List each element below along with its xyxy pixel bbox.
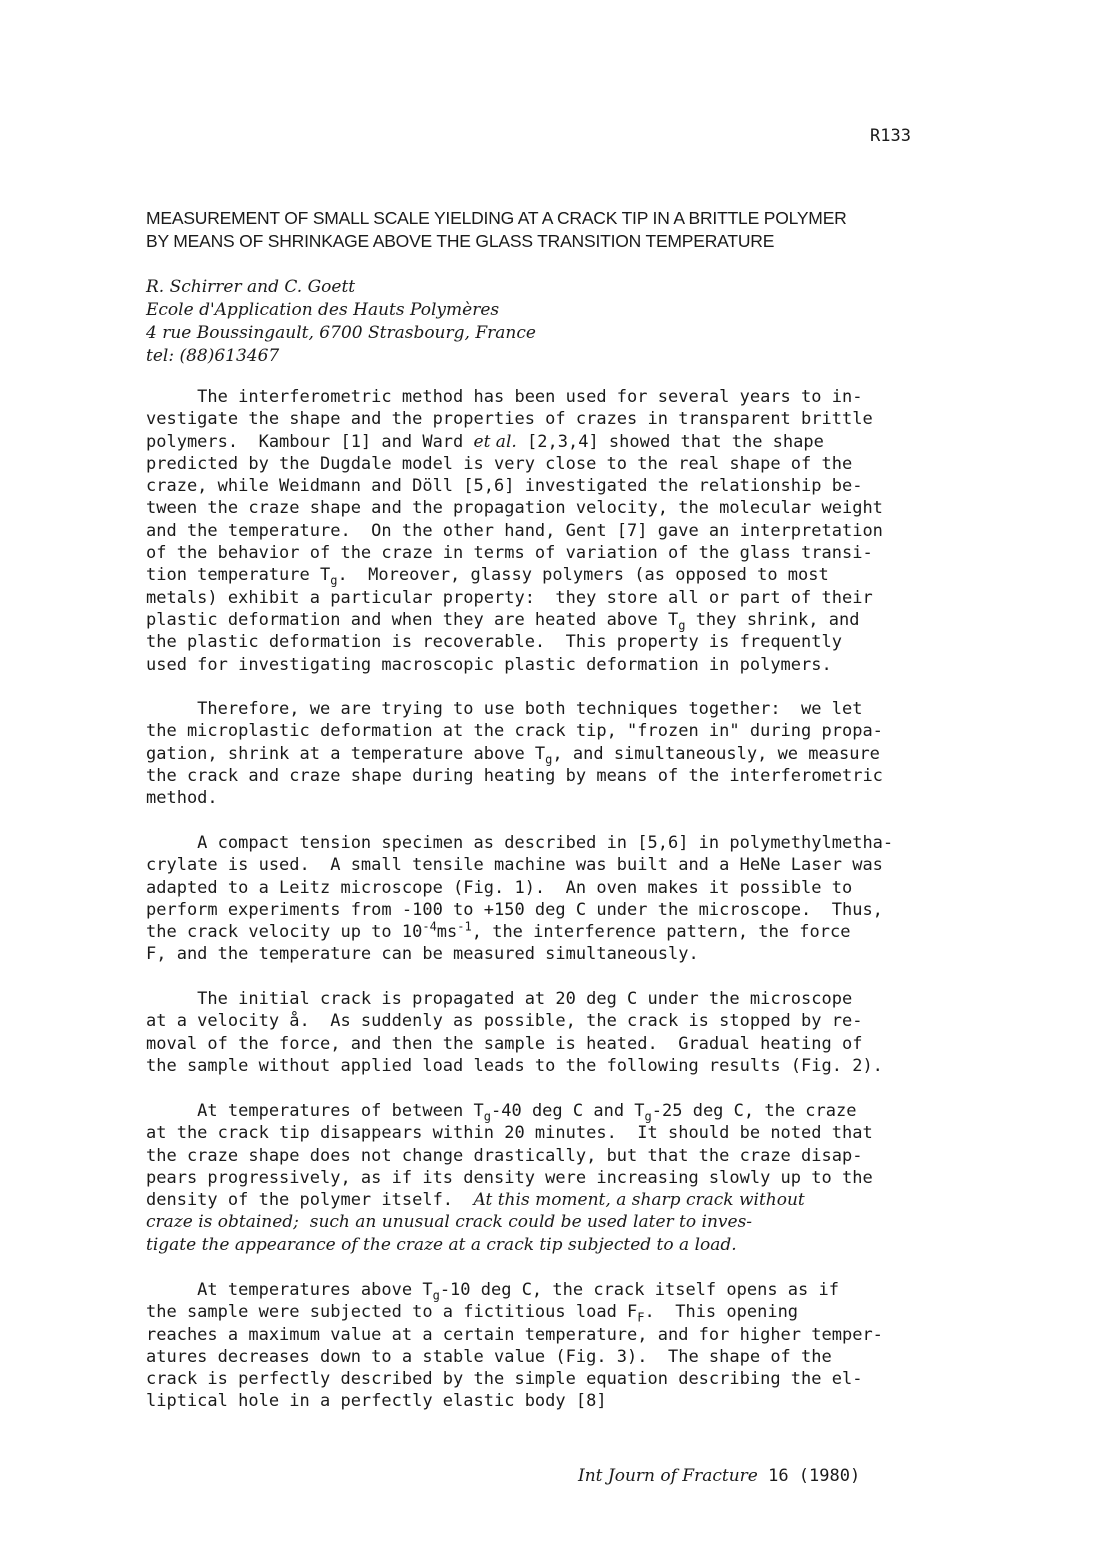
text-span: -40 deg C and T (491, 1101, 645, 1121)
text-line: the plastic deformation is recoverable. This property is frequently (146, 632, 842, 653)
text-line (146, 564, 956, 586)
text-line: crack is perfectly described by the simple equation describing the el- (146, 1369, 863, 1390)
text-line: the microplastic deformation at the crack tip, "frozen in" during propa- (146, 721, 883, 742)
text-line: used for investigating macroscopic plastic deformation in polymers. (146, 654, 832, 675)
text-span: -25 deg C, the craze (651, 1101, 857, 1121)
text-span: -10 deg C, the crack itself opens as if (439, 1280, 839, 1300)
paragraph-4 (146, 988, 956, 1077)
journal-footer (578, 1466, 860, 1486)
author-names: R. Schirrer and C. Goett (146, 277, 356, 297)
text-line (146, 1279, 956, 1301)
author-block (146, 276, 536, 368)
text-span: At temperatures of between T (146, 1101, 484, 1121)
text-line: at a velocity å. As suddenly as possible, the crack is stopped by re- (146, 1011, 863, 1032)
superscript: -1 (457, 919, 472, 934)
subscript: g (678, 618, 686, 633)
journal-name: Int Journ of Fracture (578, 1466, 758, 1486)
author-address: 4 rue Boussingault, 6700 Strasbourg, France (146, 323, 536, 343)
text-span: ms (436, 922, 458, 943)
subscript: F (637, 1310, 645, 1325)
subscript: g (483, 1109, 491, 1124)
text-line: the craze shape does not change drastically, but that the craze disap- (146, 1145, 863, 1166)
paragraph-3 (146, 832, 956, 966)
text-span: At temperatures above T (146, 1280, 433, 1300)
italic-span: et al. (473, 431, 517, 452)
text-line: pears progressively, as if its density were increasing slowly up to the (146, 1167, 873, 1188)
text-line (146, 743, 956, 765)
text-line: at the crack tip disappears within 20 minutes. It should be noted that (146, 1123, 873, 1144)
text-line: tween the craze shape and the propagation velocity, the molecular weight (146, 498, 883, 519)
text-span: the crack velocity up to 10 (146, 922, 423, 943)
paragraph-1 (146, 386, 956, 676)
paper-title (146, 207, 966, 253)
text-span: polymers. Kambour [1] and Ward (146, 431, 474, 452)
text-line: The initial crack is propagated at 20 deg C under the microscope (146, 989, 853, 1009)
text-line (146, 1301, 956, 1323)
italic-line: tigate the appearance of the craze at a crack tip subjected to a load. (146, 1234, 737, 1255)
subscript: g (432, 1288, 440, 1303)
text-line (146, 1100, 956, 1122)
text-span: tion temperature T (146, 565, 331, 586)
text-line: crylate is used. A small tensile machine was built and a HeNe Laser was (146, 855, 883, 876)
subscript: g (330, 573, 338, 588)
text-span: density of the polymer itself. (146, 1190, 474, 1211)
subscript: g (545, 751, 553, 766)
text-line: vestigate the shape and the properties of crazes in transparent brittle (146, 409, 873, 430)
text-line (146, 1189, 956, 1211)
text-span: , and simultaneously, we measure (552, 743, 880, 764)
text-span: gation, shrink at a temperature above T (146, 743, 546, 764)
author-affiliation: Ecole d'Application des Hauts Polymères (146, 300, 500, 320)
text-span: . This opening (644, 1302, 799, 1323)
text-line: A compact tension specimen as described in [5,6] in polymethylmetha- (146, 833, 894, 853)
text-line: predicted by the Dugdale model is very close to the real shape of the (146, 453, 853, 474)
text-line: moval of the force, and then the sample is heated. Gradual heating of (146, 1033, 863, 1054)
paragraph-5 (146, 1100, 956, 1256)
text-line: and the temperature. On the other hand, Gent [7] gave an interpretation (146, 520, 883, 541)
title-line-2: BY MEANS OF SHRINKAGE ABOVE THE GLASS TRANSITION TEMPERATURE (146, 231, 775, 251)
text-line (146, 921, 956, 943)
journal-volume: 16 (1980) (757, 1466, 861, 1486)
title-line-1: MEASUREMENT OF SMALL SCALE YIELDING AT A CRACK TIP IN A BRITTLE POLYMER (146, 208, 847, 228)
text-span: the sample were subjected to a fictitious load F (146, 1302, 638, 1323)
text-line: reaches a maximum value at a certain temperature, and for higher temper- (146, 1324, 883, 1345)
text-span: , the interference pattern, the force (471, 922, 851, 943)
subscript: g (644, 1109, 652, 1124)
text-line: the crack and craze shape during heating by means of the interferometric (146, 765, 883, 786)
italic-line: craze is obtained; such an unusual crack could be used later to inves- (146, 1212, 753, 1233)
italic-span: At this moment, a sharp crack without (473, 1190, 805, 1211)
text-line: metals) exhibit a particular property: they store all or part of their (146, 587, 873, 608)
text-line (146, 609, 956, 631)
text-span: [2,3,4] showed that the shape (516, 431, 824, 452)
text-line: of the behavior of the craze in terms of variation of the glass transi- (146, 543, 873, 564)
text-line: perform experiments from -100 to +150 deg C under the microscope. Thus, (146, 899, 883, 920)
text-line: The interferometric method has been used for several years to in- (146, 387, 863, 407)
paragraph-6 (146, 1279, 956, 1413)
text-span: plastic deformation and when they are heated above T (146, 609, 679, 630)
text-line: craze, while Weidmann and Döll [5,6] investigated the relationship be- (146, 476, 863, 497)
paragraph-2 (146, 698, 956, 809)
text-line: liptical hole in a perfectly elastic body [8] (146, 1391, 607, 1412)
text-line: F, and the temperature can be measured simultaneously. (146, 944, 699, 965)
text-line (146, 431, 956, 453)
text-line: adapted to a Leitz microscope (Fig. 1). An oven makes it possible to (146, 877, 853, 898)
text-line: atures decreases down to a stable value (Fig. 3). The shape of the (146, 1346, 832, 1367)
page-number: R133 (870, 126, 911, 146)
text-line: the sample without applied load leads to the following results (Fig. 2). (146, 1055, 883, 1076)
text-line: Therefore, we are trying to use both techniques together: we let (146, 699, 863, 719)
text-span: . Moreover, glassy polymers (as opposed to most (337, 565, 829, 586)
text-span: they shrink, and (685, 609, 860, 630)
superscript: -4 (422, 919, 437, 934)
text-line: method. (146, 788, 218, 809)
author-telephone: tel: (88)613467 (146, 346, 280, 366)
